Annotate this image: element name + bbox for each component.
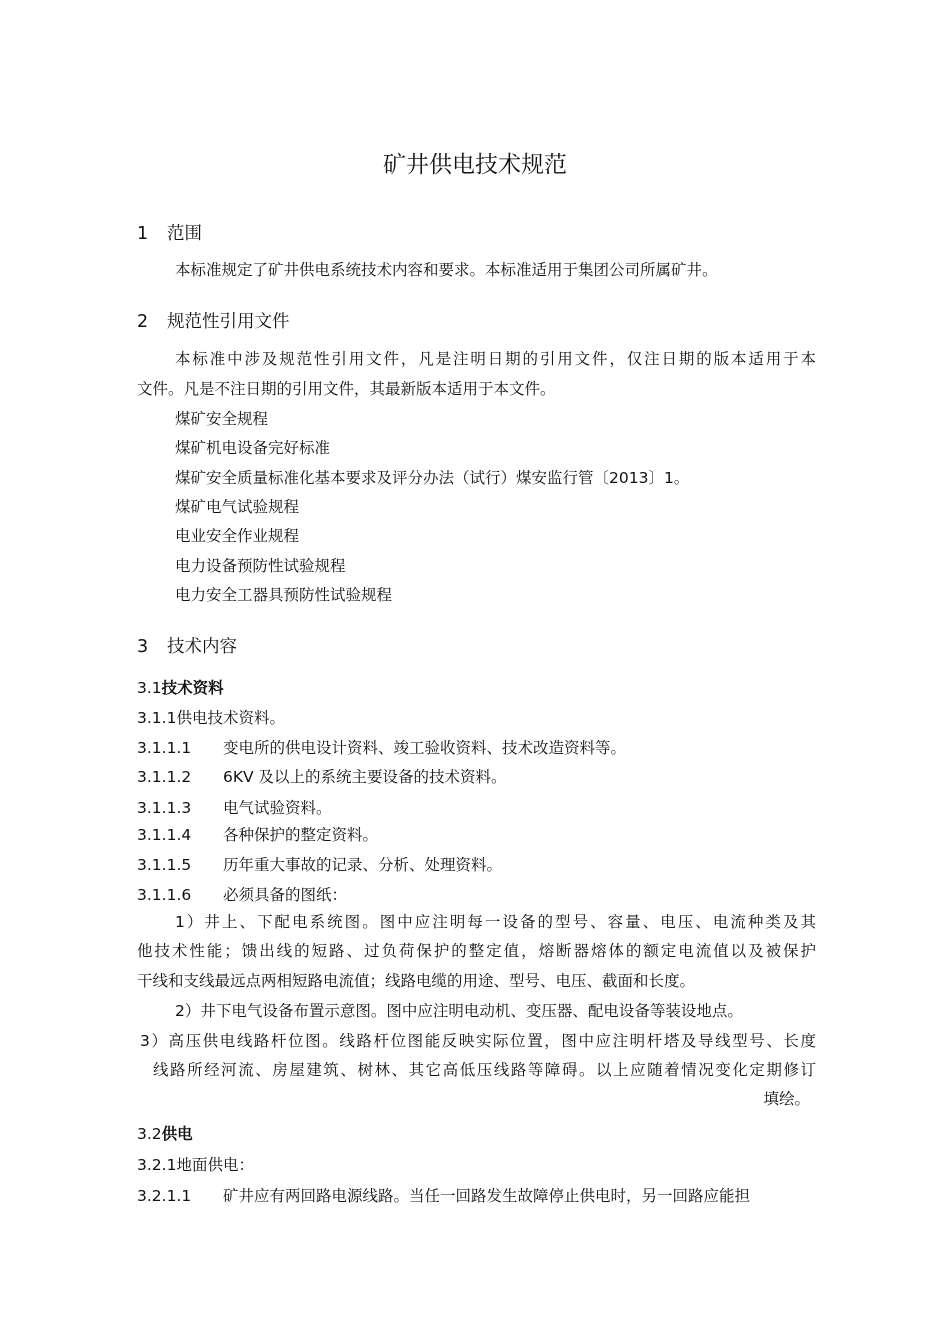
clause-text: 地面供电： — [176, 1156, 254, 1174]
section-3-heading — [137, 636, 237, 658]
drawing-item-2: 2）井下电气设备布置示意图。图中应注明电动机、变压器、配电设备等装设地点。 — [175, 1002, 743, 1020]
drawing-item-3-line: 3）高压供电线路杆位图。线路杆位图能反映实际位置，图中应注明杆塔及导线型号、长度 — [140, 1032, 816, 1050]
paragraph: 本标准规定了矿井供电系统技术内容和要求。本标准适用于集团公司所属矿井。 — [175, 261, 718, 279]
subsection-number: 3.1 — [137, 679, 162, 697]
clause-text: 历年重大事故的记录、分析、处理资料。 — [223, 856, 503, 874]
clause-3-2-1 — [137, 1155, 254, 1175]
clause-text: 矿井应有两回路电源线路。当任一回路发生故障停止供电时，另一回路应能担 — [223, 1187, 751, 1205]
subsection-title: 技术资料 — [161, 679, 224, 697]
clause-text: 电气试验资料。 — [223, 799, 332, 817]
subsection-3-1-heading — [137, 678, 224, 698]
clause-number: 3.1.1.6 — [137, 886, 192, 904]
drawing-item-3-line: 线路所经河流、房屋建筑、树林、其它高低压线路等障碍。以上应随着情况变化定期修订 — [153, 1061, 816, 1079]
paragraph-line: 本标准中涉及规范性引用文件，凡是注明日期的引用文件，仅注日期的版本适用于本 — [175, 350, 816, 368]
reference-item: 煤矿电气试验规程 — [175, 498, 300, 516]
clause-3-2-1-1 — [137, 1186, 750, 1206]
section-2-heading — [137, 311, 290, 333]
drawing-item-1-line: 他技术性能；馈出线的短路、过负荷保护的整定值，熔断器熔体的额定电流值以及被保护 — [137, 942, 816, 960]
clause-item — [137, 825, 378, 845]
section-title: 范围 — [167, 224, 202, 244]
clause-number: 3.2.1 — [137, 1156, 177, 1174]
clause-number: 3.1.1.1 — [137, 739, 192, 757]
section-number: 3 — [137, 637, 149, 657]
clause-number: 3.1.1.4 — [137, 826, 192, 844]
subsection-3-2-heading — [137, 1124, 193, 1144]
reference-item: 煤矿机电设备完好标准 — [175, 439, 331, 457]
clause-number: 3.1.1.5 — [137, 856, 192, 874]
drawing-item-3-line: 填绘。 — [763, 1090, 810, 1108]
document-title: 矿井供电技术规范 — [383, 152, 567, 178]
reference-item: 电力安全工器具预防性试验规程 — [175, 586, 393, 604]
clause-number: 3.2.1.1 — [137, 1187, 192, 1205]
drawing-item-1-line: 1）井上、下配电系统图。图中应注明每一设备的型号、容量、电压、电流种类及其 — [175, 913, 816, 931]
reference-item: 煤矿安全质量标准化基本要求及评分办法（试行）煤安监行管〔2013〕1。 — [175, 469, 690, 487]
clause-text: 必须具备的图纸： — [223, 886, 348, 904]
clause-item — [137, 885, 347, 905]
section-number: 1 — [137, 224, 149, 244]
subsection-title: 供电 — [161, 1125, 193, 1143]
clause-text: 6KV 及以上的系统主要设备的技术资料。 — [223, 768, 507, 786]
clause-text: 各种保护的整定资料。 — [223, 826, 379, 844]
clause-text: 变电所的供电设计资料、竣工验收资料、技术改造资料等。 — [223, 739, 627, 757]
clause-number: 3.1.1.3 — [137, 799, 192, 817]
section-title: 技术内容 — [167, 637, 237, 657]
reference-item: 电业安全作业规程 — [175, 527, 300, 545]
clause-text: 供电技术资料。 — [176, 709, 285, 727]
clause-number: 3.1.1 — [137, 709, 177, 727]
paragraph-line: 文件。凡是不注日期的引用文件，其最新版本适用于本文件。 — [137, 380, 556, 398]
subsection-number: 3.2 — [137, 1125, 162, 1143]
clause-item — [137, 798, 332, 818]
reference-item: 煤矿安全规程 — [175, 410, 269, 428]
clause-item — [137, 738, 626, 758]
clause-number: 3.1.1.2 — [137, 768, 192, 786]
section-1-heading — [137, 223, 202, 245]
clause-3-1-1 — [137, 708, 285, 728]
clause-item — [137, 855, 502, 875]
drawing-item-1-line: 干线和支线最远点两相短路电流值；线路电缆的用途、型号、电压、截面和长度。 — [137, 972, 696, 990]
section-title: 规范性引用文件 — [167, 312, 290, 332]
clause-item — [137, 767, 507, 787]
section-number: 2 — [137, 312, 149, 332]
reference-item: 电力设备预防性试验规程 — [175, 557, 346, 575]
